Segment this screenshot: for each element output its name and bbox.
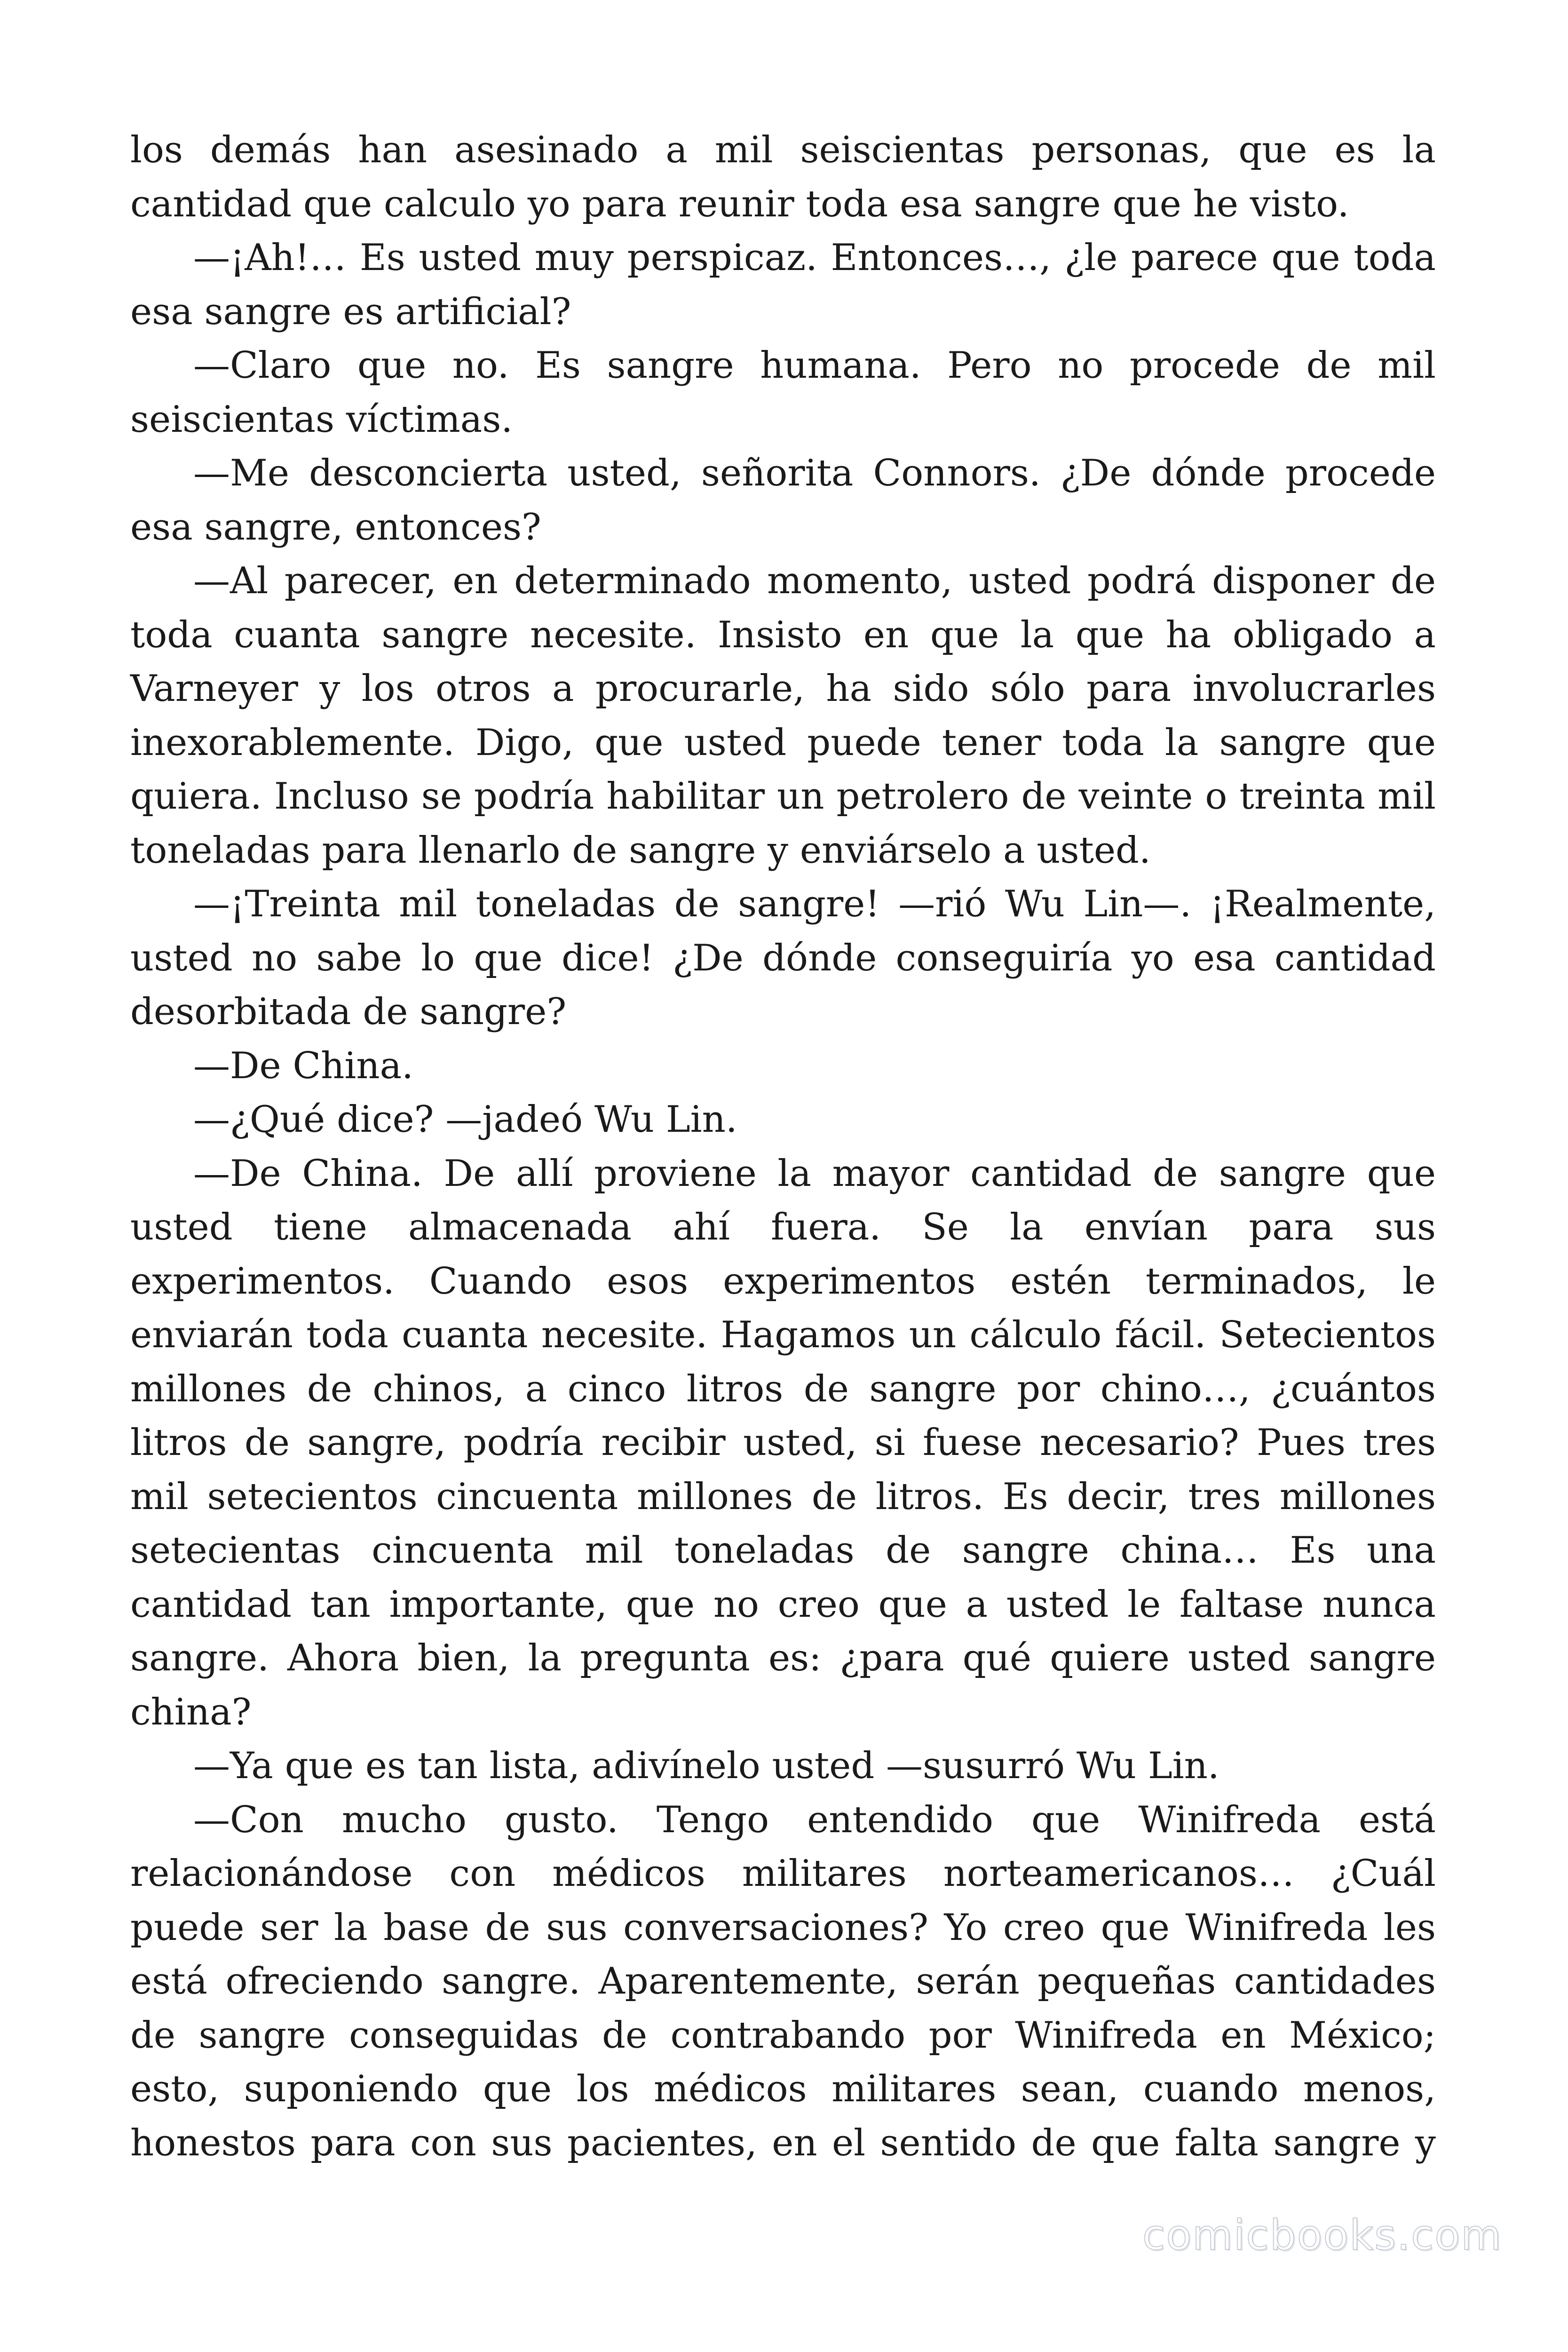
paragraph: —Claro que no. Es sangre humana. Pero no procede de mil seiscientas víctimas. <box>130 344 1436 441</box>
paragraph: —¿Qué dice? —jadeó Wu Lin. <box>193 1098 737 1141</box>
paragraph: —¡Ah!… Es usted muy perspicaz. Entonces…, ¿le parece que toda esa sangre es artificial? <box>130 237 1436 333</box>
page-body-text <box>130 123 1436 2170</box>
watermark: comicbooks.com <box>1142 2211 1502 2259</box>
paragraph: —De China. <box>193 1044 413 1087</box>
paragraph: —Con mucho gusto. Tengo entendido que Winifreda está relacionándose con médicos militares norteamericanos… ¿Cuál puede ser la base de sus conversaciones? Yo creo que Winifreda les está ofreciendo sangre. Aparentemente, serán pequeñas cantidades de sangre conseguidas de contrabando por Winifreda en México; esto, suponiendo que los médicos militares sean, cuando menos, honestos para con sus pacientes, en el sentido de que falta sangre y <box>130 1798 1436 2164</box>
paragraph: —Al parecer, en determinado momento, usted podrá disponer de toda cuanta sangre necesite. Insisto en que la que ha obligado a Varneyer y los otros a procurarle, ha sido sólo para involucrarles inexorablemente. Digo, que usted puede tener toda la sangre que quiera. Incluso se podría habilitar un petrolero de veinte o treinta mil toneladas para llenarlo de sangre y enviárselo a usted. <box>130 560 1436 872</box>
paragraph: —De China. De allí proviene la mayor cantidad de sangre que usted tiene almacenada ahí fuera. Se la envían para sus experimentos. Cuando esos experimentos estén terminados, le enviarán toda cuanta necesite. Hagamos un cálculo fácil. Setecientos millones de chinos, a cinco litros de sangre por chino…, ¿cuántos litros de sangre, podría recibir usted, si fuese necesario? Pues tres mil setecientos cincuenta millones de litros. Es decir, tres millones setecientas cincuenta mil toneladas de sangre china… Es una cantidad tan importante, que no creo que a usted le faltase nunca sangre. Ahora bien, la pregunta es: ¿para qué quiere usted sangre china? <box>130 1152 1436 1733</box>
paragraph: —Ya que es tan lista, adivínelo usted —susurró Wu Lin. <box>193 1745 1220 1787</box>
paragraph: los demás han asesinado a mil seiscientas personas, que es la cantidad que calculo yo para reunir toda esa sangre que he visto. <box>130 129 1436 225</box>
paragraph: —¡Treinta mil toneladas de sangre! —rió Wu Lin—. ¡Realmente, usted no sabe lo que dice! ¿De dónde conseguiría yo esa cantidad desorbitada de sangre? <box>130 883 1436 1033</box>
paragraph: —Me desconcierta usted, señorita Connors. ¿De dónde procede esa sangre, entonces? <box>130 452 1436 548</box>
